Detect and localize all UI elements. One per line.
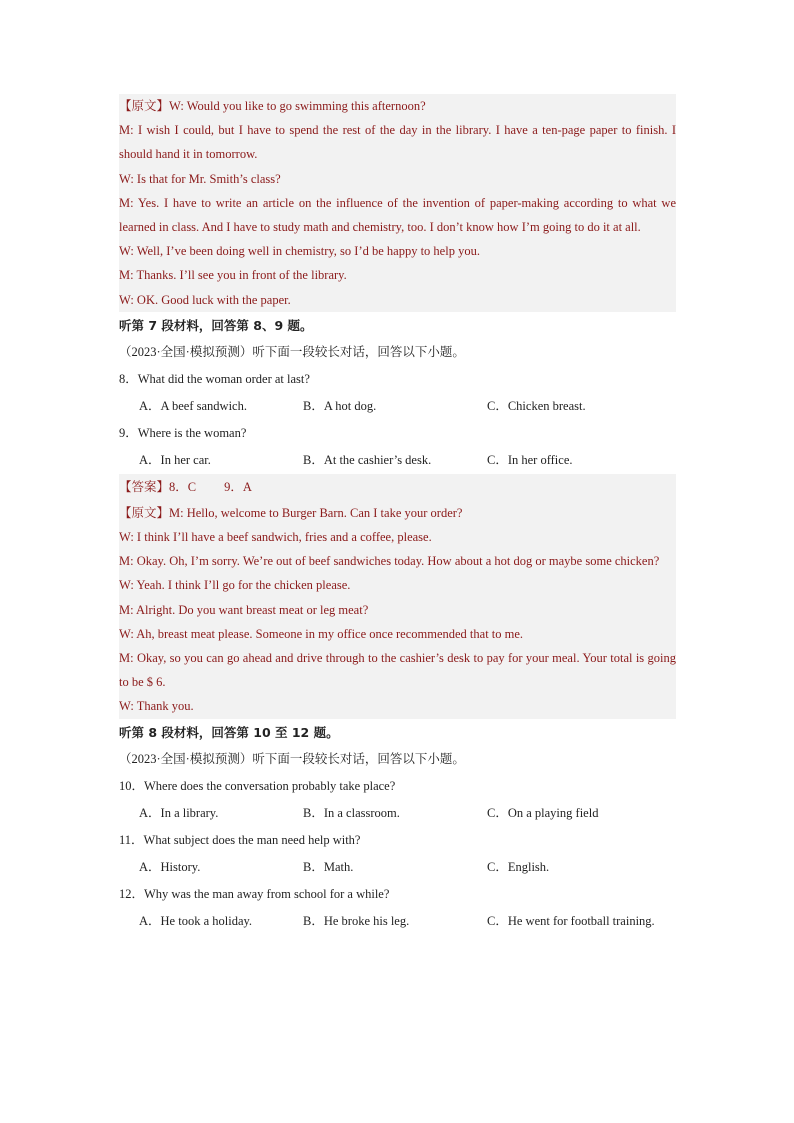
option-c: C．English. <box>487 859 550 874</box>
option-c: C．Chicken breast. <box>487 398 586 413</box>
section-heading: 听第 7 段材料，回答第 8、9 题。 <box>119 317 313 333</box>
option-b: B．At the cashier’s desk. <box>303 452 432 467</box>
answer-1: 8．C <box>169 479 197 494</box>
options-row <box>119 800 676 827</box>
transcript-block-2 <box>119 474 676 719</box>
option-c: C．He went for football training. <box>487 913 655 928</box>
transcript-line: W: I think I’ll have a beef sandwich, fries and a coffee, please. <box>119 530 432 545</box>
option-b: B．He broke his leg. <box>303 913 410 928</box>
source-tag: 【原文】 <box>119 99 170 113</box>
transcript-line: W: OK. Good luck with the paper. <box>119 292 291 307</box>
option-a: A．In a library. <box>139 805 219 820</box>
section-heading: 听第 8 段材料，回答第 10 至 12 题。 <box>119 724 339 740</box>
transcript-line: M: I wish I could, but I have to spend the rest of the day in the library. I have a ten-page paper to finish. I should hand it in tomorrow. <box>119 123 676 162</box>
option-b: B．A hot dog. <box>303 398 377 413</box>
transcript-line: M: Alright. Do you want breast meat or leg meat? <box>119 602 369 617</box>
transcript-line: W: Thank you. <box>119 699 194 714</box>
option-c: C．In her office. <box>487 452 573 467</box>
options-row <box>119 393 676 420</box>
transcript-block-1 <box>119 94 676 312</box>
section-intro: （2023·全国·模拟预测）听下面一段较长对话，回答以下小题。 <box>119 751 465 766</box>
transcript-line: W: Well, I’ve been doing well in chemistry, so I’d be happy to help you. <box>119 244 480 259</box>
question: 10．Where does the conversation probably take place? <box>119 778 396 793</box>
answer-line <box>119 474 676 501</box>
options-row <box>119 854 676 881</box>
option-b: B．Math. <box>303 859 354 874</box>
transcript-line: M: Okay, so you can go ahead and drive through to the cashier’s desk to pay for your meal. Your total is going to be $ 6. <box>119 651 676 690</box>
transcript-line: M: Okay. Oh, I’m sorry. We’re out of beef sandwiches today. How about a hot dog or maybe some chicken? <box>119 554 660 569</box>
answer-2: 9．A <box>224 479 252 494</box>
answer-tag: 【答案】 <box>119 479 170 494</box>
document-page <box>119 94 676 935</box>
transcript-line: 【原文】W: Would you like to go swimming this afternoon? <box>119 99 426 113</box>
option-a: A．In her car. <box>139 452 211 467</box>
option-a: A．He took a holiday. <box>139 913 253 928</box>
transcript-line: 【原文】M: Hello, welcome to Burger Barn. Can I take your order? <box>119 505 463 520</box>
option-c: C．On a playing field <box>487 805 599 820</box>
section-intro: （2023·全国·模拟预测）听下面一段较长对话，回答以下小题。 <box>119 344 465 359</box>
options-row <box>119 908 676 935</box>
transcript-line: W: Ah, breast meat please. Someone in my office once recommended that to me. <box>119 626 524 641</box>
source-tag: 【原文】 <box>119 505 170 520</box>
transcript-line: W: Yeah. I think I’ll go for the chicken please. <box>119 578 351 593</box>
transcript-line: M: Thanks. I’ll see you in front of the library. <box>119 268 347 283</box>
option-a: A．A beef sandwich. <box>139 398 247 413</box>
options-row <box>119 447 676 474</box>
question: 9．Where is the woman? <box>119 425 247 440</box>
transcript-line: W: Is that for Mr. Smith’s class? <box>119 171 281 186</box>
question: 8．What did the woman order at last? <box>119 371 310 386</box>
question: 12．Why was the man away from school for a while? <box>119 886 390 901</box>
transcript-line: M: Yes. I have to write an article on the influence of the invention of paper-making according to what we learned in class. And I have to study math and chemistry, too. I don’t know how I’m going to do it at all. <box>119 195 676 235</box>
question: 11．What subject does the man need help with? <box>119 832 361 847</box>
option-b: B．In a classroom. <box>303 805 400 820</box>
option-a: A．History. <box>139 859 201 874</box>
